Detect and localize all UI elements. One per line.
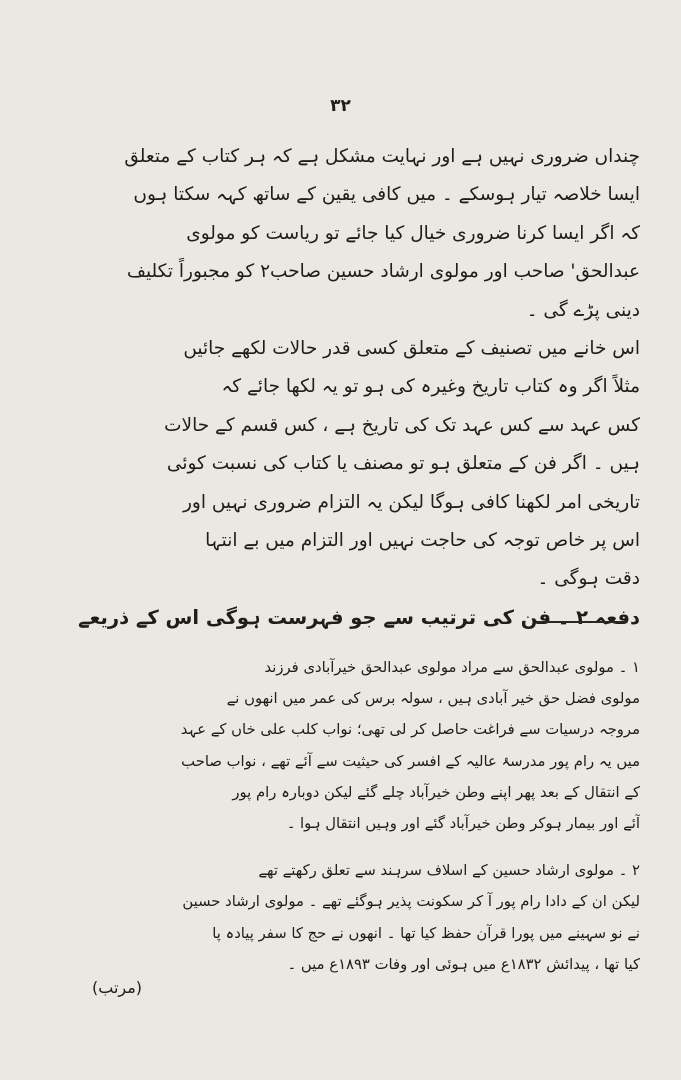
text-line: دقت ہوگی ۔ xyxy=(537,568,640,590)
main-text-block xyxy=(40,138,640,637)
footnote-line: کے انتقال کے بعد پھر اپنے وطن خیرآباد چلے گئے لیکن دوبارہ رام پور xyxy=(232,783,640,801)
footnote-line: ۱ ۔ مولوی عبدالحق سے مراد مولوی عبدالحق خیرآبادی فرزند xyxy=(264,659,640,676)
page-number: ۳۲ xyxy=(330,96,351,116)
compiler-signature: (مرتب) xyxy=(92,978,143,997)
text-line: چنداں ضروری نہیں ہے اور نہایت مشکل ہے کہ ہر کتاب کے متعلق xyxy=(124,146,640,167)
text-line: ہیں ۔ اگر فن کے متعلق ہو تو مصنف یا کتاب کی نسبت کوئی xyxy=(166,453,640,475)
footnote-line: ۲ ۔ مولوی ارشاد حسین کے اسلاف سرہند سے تعلق رکھتے تھے xyxy=(258,862,640,880)
footnote-2 xyxy=(40,855,640,980)
text-line: اس خانے میں تصنیف کے متعلق کسی قدر حالات لکھے جائیں xyxy=(183,337,640,359)
footnote-line: لیکن ان کے دادا رام پور آ کر سکونت پذیر ہوگئے تھے ۔ مولوی ارشاد حسین xyxy=(182,893,640,911)
section-heading-line: دفعہ ۲ ۔ فن کی ترتیب سے جو فہرست ہوگی اس کے ذریعے xyxy=(78,605,640,629)
footnote-divider xyxy=(537,621,627,623)
footnote-line: آئے اور بیمار ہوکر وطن خیرآباد گئے اور وہیں انتقال ہوا ۔ xyxy=(286,814,640,832)
text-line: دینی پڑے گی ۔ xyxy=(526,299,640,321)
text-line: تاریخی امر لکھنا کافی ہوگا لیکن یہ التزام ضروری نہیں اور xyxy=(182,491,640,513)
text-line: مثلاً اگر وہ کتاب تاریخ وغیرہ کی ہو تو یہ لکھا جائے کہ xyxy=(221,376,640,398)
text-line: کہ اگر ایسا کرنا ضروری خیال کیا جائے تو ریاست کو مولوی xyxy=(186,222,640,244)
footnote-line: مروجہ درسیات سے فراغت حاصل کر لی تھی؛ نواب کلب علی خاں کے عہد xyxy=(180,721,640,739)
footnote-1 xyxy=(40,652,640,839)
footnote-line: میں یہ رام پور مدرسۂ عالیہ کے افسر کی حیثیت سے آئے تھے ، نواب صاحب xyxy=(181,752,640,770)
footnote-spacer xyxy=(40,839,640,855)
footnote-line: کیا تھا ، پیدائش ۱۸۳۲ع میں ہوئی اور وفات ۱۸۹۳ع میں ۔ xyxy=(287,955,640,973)
footnotes-block xyxy=(40,652,640,980)
text-line: اس پر خاص توجہ کی حاجت نہیں اور التزام میں بے انتہا xyxy=(205,529,640,551)
footnote-line: نے نو سہینے میں پورا قرآن حفظ کیا تھا ۔ انھوں نے حج کا سفر پیادہ پا xyxy=(212,924,640,942)
text-line: کس عہد سے کس عہد تک کی تاریخ ہے ، کس قسم کے حالات xyxy=(164,414,640,436)
text-line: عبدالحق' صاحب اور مولوی ارشاد حسین صاحب٢ کو مجبوراً تکلیف xyxy=(126,261,640,283)
text-line: ایسا خلاصہ تیار ہوسکے ۔ میں کافی یقین کے ساتھ کہہ سکتا ہوں xyxy=(133,184,640,206)
footnote-line: مولوی فضل حق خیر آبادی ہیں ، سولہ برس کی عمر میں انھوں نے xyxy=(226,690,640,708)
